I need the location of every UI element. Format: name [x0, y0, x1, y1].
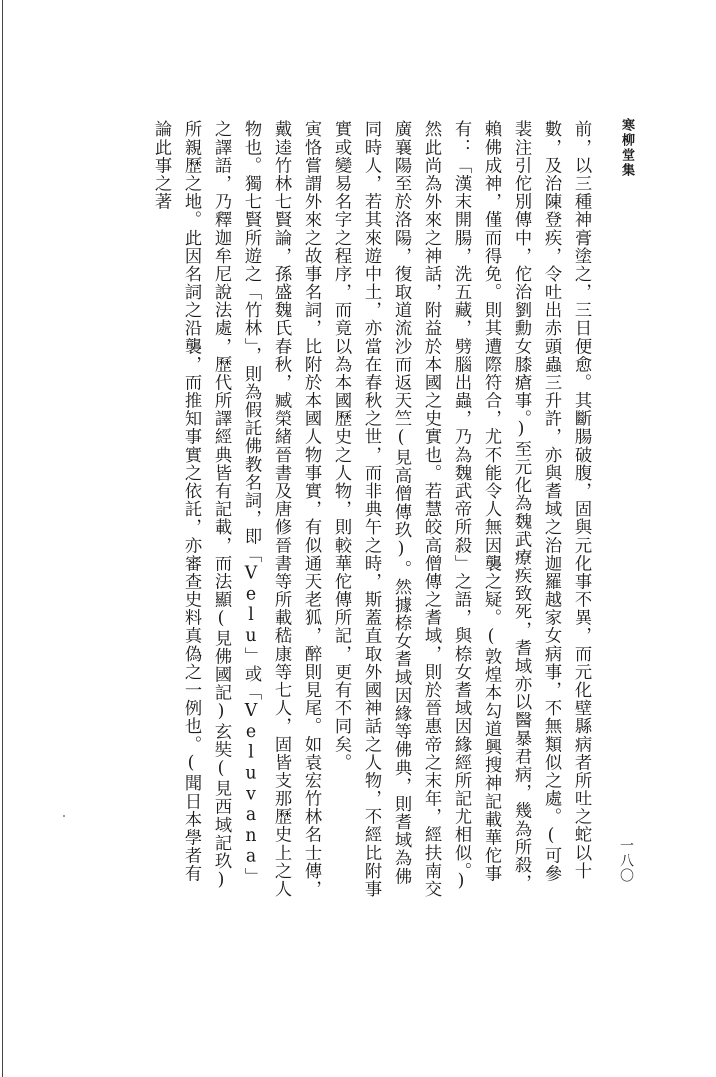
running-title: 寒柳堂集	[619, 118, 634, 178]
page-number: 一八〇	[618, 838, 634, 883]
scan-speck	[63, 815, 65, 817]
page-edge-rule	[2, 0, 3, 1077]
body-text	[126, 120, 596, 898]
paragraph-2: 寅恪嘗謂外來之故事名詞，比附於本國人物事實，有似通天老狐，醉則見尾。如袁宏竹林名士傳，戴逵竹林七賢論，孫盛魏氏春秋，臧榮緒晉書及唐修晉書等所載嵇康等七人，固皆支那歷史上之人物也。獨七賢所遊之「竹林」，則為假託佛教名詞，即「Velu」或「Veluvana」之譯語，乃釋迦牟尼說法處，歷代所譯經典皆有記載，而法顯(見佛國記)玄奘(見西域記玖)所親歷之地。此因名詞之沿襲，而推知事實之依託，亦審查史料真偽之一例也。(聞日本學者有論此事之著	[151, 120, 321, 898]
paragraph-1: 前，以三種神膏塗之，三日便愈。其斷腸破腹，固與元化事不異，而元化壁縣病者所吐之蛇以十數，及治陳登疾，令吐出赤頭蟲三升許，亦與耆域之治迦羅越家女病事，不無類似之處。(可參裴注引佗別傳中，佗治劉勳女膝瘡事。)至元化為魏武療疾致死，耆域亦以醫暴君病，幾為所殺，賴佛成神，僅而得免。則其遭際符合，尤不能令人無因襲之疑。(敦煌本勾道興搜神記載華佗事有：「漢末開腸，洗五藏，劈腦出蟲，乃為魏武帝所殺」之語，與㮈女耆域因緣經所記尤相似。)然此尚為外來之神話，附益於本國之史實也。若慧皎高僧傳之耆域，則於晉惠帝之末年，經扶南交廣襄陽至於洛陽，復取道流沙而返天竺(見高僧傳玖)。然據㮈女耆域因緣等佛典，則耆域為佛同時人，若其來遊中土，亦當在春秋之世，而非典午之時，斯蓋直取外國神話之人物，不經比附事實或變易名字之程序，而竟以為本國歷史之人物，則較華佗傳所記，更有不同矣。	[331, 120, 591, 898]
